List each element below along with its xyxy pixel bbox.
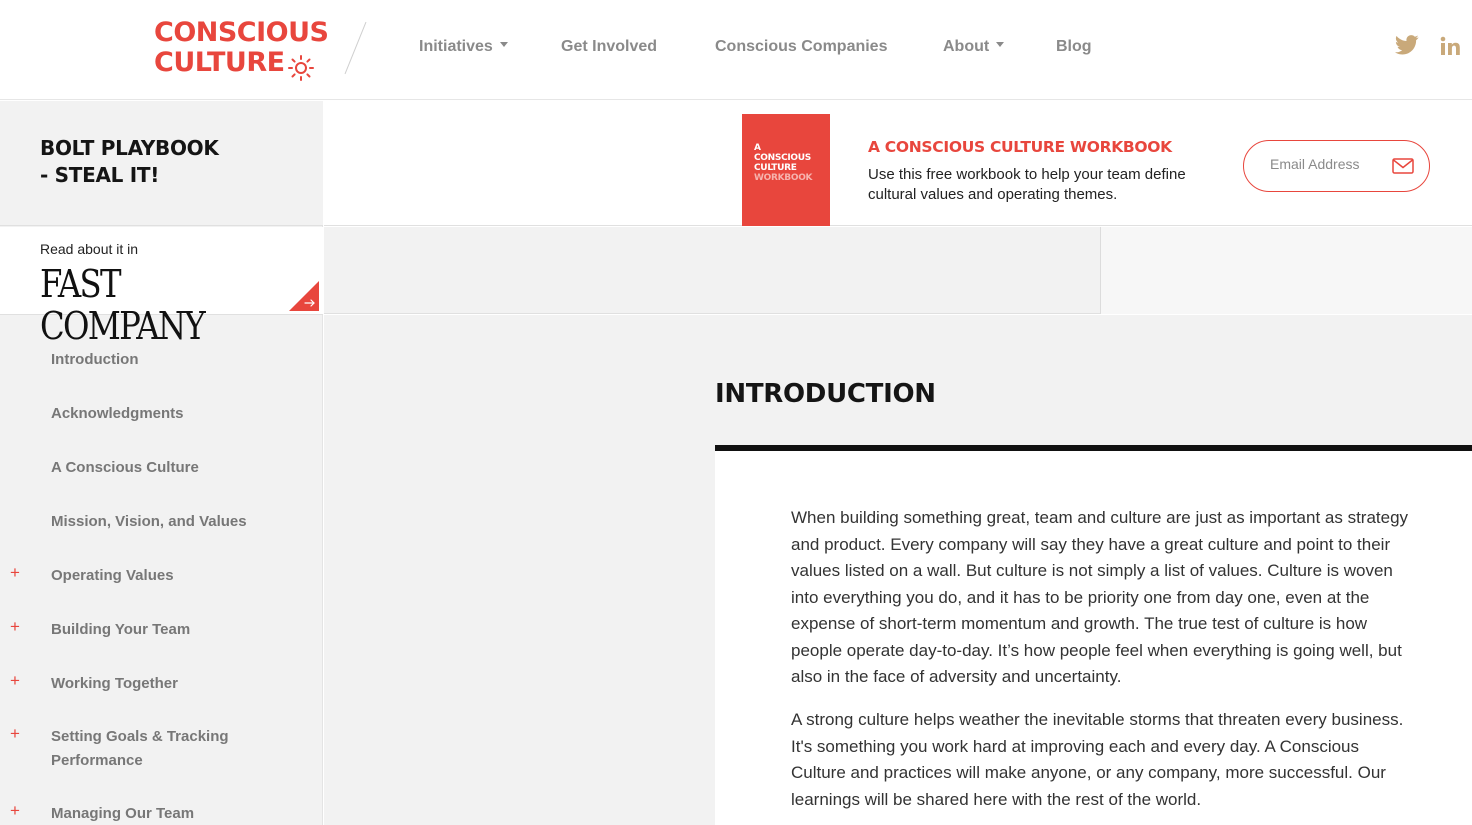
- sidebar-item-label: Managing Our Team: [51, 805, 195, 822]
- nav-blog[interactable]: Blog: [1056, 38, 1092, 55]
- sun-icon: [288, 55, 314, 81]
- logo-text-line1: CONSCIOUS: [154, 17, 329, 48]
- nav-get-involved[interactable]: Get Involved: [561, 38, 658, 55]
- sidebar-item-working-together[interactable]: [0, 672, 323, 702]
- sidebar-item-goals-performance[interactable]: [0, 725, 323, 775]
- plus-icon[interactable]: +: [10, 563, 20, 582]
- sidebar: [0, 101, 323, 825]
- workbook-description: Use this free workbook to help your team define cultural values and operating themes.: [868, 166, 1186, 203]
- sidebar-item-managing-team[interactable]: [0, 802, 323, 825]
- logo-text-line2: CULTURE: [154, 47, 285, 78]
- chevron-down-icon: [996, 42, 1004, 47]
- content-strip: [324, 227, 1472, 314]
- sidebar-item-introduction[interactable]: [0, 348, 323, 378]
- chevron-down-icon: [500, 42, 508, 47]
- workbook-cover: [742, 114, 830, 226]
- nav-conscious-companies[interactable]: Conscious Companies: [715, 38, 888, 55]
- twitter-icon[interactable]: [1395, 34, 1419, 56]
- press-callout[interactable]: [0, 227, 323, 348]
- cover-line: CULTURE: [754, 163, 797, 173]
- nav-initiatives-label: Initiatives: [419, 38, 493, 55]
- plus-icon[interactable]: +: [10, 801, 20, 820]
- cover-line: A: [754, 143, 761, 153]
- workbook-cover-text: [754, 143, 812, 183]
- playbook-header: [0, 101, 323, 226]
- sidebar-item-mission-vision-values[interactable]: [0, 510, 323, 540]
- email-field[interactable]: [1270, 156, 1380, 172]
- envelope-icon[interactable]: [1392, 157, 1414, 175]
- sidebar-item-label: Building Your Team: [51, 621, 191, 638]
- workbook-title: A CONSCIOUS CULTURE WORKBOOK: [868, 138, 1172, 156]
- sidebar-item-label: Mission, Vision, and Values: [51, 513, 247, 530]
- site-header: [0, 0, 1472, 100]
- read-about-label: Read about it in: [40, 241, 139, 257]
- sidebar-item-conscious-culture[interactable]: [0, 456, 323, 486]
- email-signup: [1243, 140, 1430, 192]
- header-divider: [345, 22, 367, 74]
- strip-right-panel: [1101, 227, 1472, 314]
- sidebar-item-label: A Conscious Culture: [51, 459, 199, 476]
- sidebar-item-operating-values[interactable]: [0, 564, 323, 594]
- playbook-title-line1: BOLT PLAYBOOK: [40, 136, 219, 160]
- plus-icon[interactable]: +: [10, 671, 20, 690]
- playbook-title-line2: - STEAL IT!: [40, 163, 160, 187]
- nav-initiatives[interactable]: [419, 38, 508, 56]
- nav-about[interactable]: [943, 38, 1004, 56]
- plus-icon[interactable]: +: [10, 617, 20, 636]
- nav-about-label: About: [943, 38, 990, 55]
- playbook-title: [40, 135, 219, 189]
- site-logo[interactable]: [154, 18, 329, 78]
- cover-line: CONSCIOUS: [754, 153, 811, 163]
- sidebar-item-label: Acknowledgments: [51, 405, 184, 422]
- page-title: INTRODUCTION: [715, 379, 936, 409]
- cover-line: WORKBOOK: [754, 173, 813, 183]
- sidebar-item-label: Setting Goals & Tracking Performance: [51, 728, 229, 769]
- sidebar-item-label: Operating Values: [51, 567, 174, 584]
- linkedin-icon[interactable]: [1440, 36, 1460, 56]
- workbook-banner: [324, 101, 1472, 226]
- intro-paragraph-2: A strong culture helps weather the inevitable storms that threaten every business. It's something you work hard at improving each and every day. A Conscious Culture and practices will make anyone, or any company, more successful. Our learnings will be shared here with the rest of the world.: [791, 710, 1404, 809]
- sidebar-item-building-team[interactable]: [0, 618, 323, 648]
- plus-icon[interactable]: +: [10, 724, 20, 743]
- intro-paragraph-1: When building something great, team and culture are just as important as strategy and product. Every company will say they have a great culture and point to their values listed on a wall. But culture is not simply a list of values. Culture is woven into everything you do, and it has to be priority one from day one, even at the expense of short-term momentum and growth. The true test of culture is how people operate day-to-day. It’s how people feel when everything is going well, but also in the face of adversity and uncertainty.: [791, 508, 1409, 686]
- sidebar-item-label: Working Together: [51, 675, 178, 692]
- main-content: [324, 315, 1472, 825]
- arrow-right-icon[interactable]: [289, 281, 319, 311]
- sidebar-item-acknowledgments[interactable]: [0, 402, 323, 432]
- fast-company-logo: FAST COMPANY: [40, 262, 205, 348]
- sidebar-item-label: Introduction: [51, 351, 139, 368]
- content-card: [715, 445, 1472, 825]
